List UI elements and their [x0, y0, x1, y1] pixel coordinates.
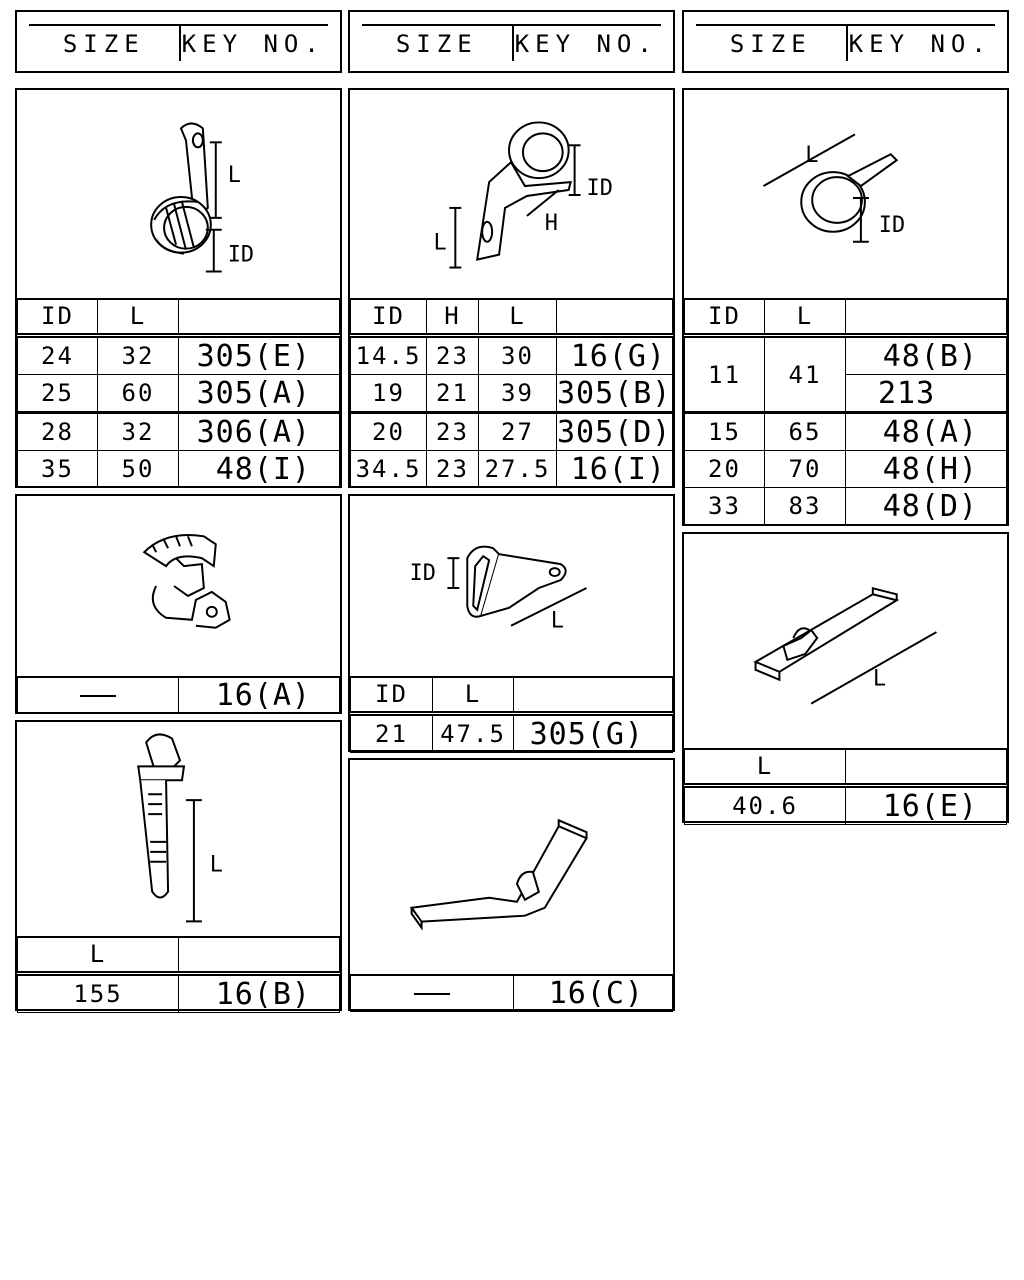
dim-label-id: ID	[227, 242, 255, 268]
table-cell: 32	[98, 413, 179, 451]
col-key	[514, 677, 673, 714]
col-l: L	[18, 937, 179, 974]
table-row	[685, 413, 1007, 451]
table-row	[18, 336, 340, 375]
header-key-label: KEY NO.	[514, 29, 658, 58]
table-cell: 16(B)	[179, 974, 340, 1013]
table-row	[685, 336, 1007, 375]
table-cell: 40.6	[685, 786, 846, 825]
tie-strap-table	[17, 936, 340, 1013]
col-l: L	[765, 299, 846, 336]
p-clamp-illustration	[17, 90, 340, 300]
table-cell: 305(E)	[179, 336, 340, 375]
table-row	[18, 677, 340, 714]
band-clamp-illustration	[684, 90, 1007, 300]
table-cell: 48(A)	[846, 413, 1007, 451]
header-box-2	[348, 10, 675, 73]
table-cell: 65	[765, 413, 846, 451]
header-key-label: KEY NO.	[848, 29, 992, 58]
col-l: L	[98, 299, 179, 336]
table-cell: 28	[18, 413, 98, 451]
header-size-label: SIZE	[696, 26, 848, 61]
table-row	[351, 714, 673, 753]
dim-label-id: ID	[409, 561, 436, 587]
table-cell: 305(B)	[557, 375, 672, 411]
col-l: L	[433, 677, 514, 714]
panel-tie-strap	[15, 720, 342, 1011]
dim-label-l: L	[433, 230, 447, 256]
table-cell: 11	[685, 336, 765, 413]
dim-label-l: L	[872, 666, 887, 692]
dim-label-l: L	[227, 163, 241, 189]
table-row	[351, 336, 673, 375]
table-cell: 21	[427, 375, 479, 413]
table-cell: 16(I)	[557, 451, 673, 488]
header-box-1	[15, 10, 342, 73]
double-clip-illustration	[350, 496, 673, 678]
table-cell: 21	[351, 714, 433, 753]
flat-strap-illustration	[684, 534, 1007, 750]
dim-label-l: L	[805, 143, 819, 169]
table-cell: 34.5	[351, 451, 427, 488]
table-row	[351, 451, 673, 488]
table-cell: 32	[98, 336, 179, 375]
panel-flat-strap	[682, 532, 1009, 823]
col-id: ID	[351, 299, 427, 336]
table-row	[685, 786, 1007, 825]
table-row	[351, 975, 673, 1012]
no-size-dash	[351, 975, 514, 1012]
clip-a-table	[17, 676, 340, 714]
panel-clip-a	[15, 494, 342, 714]
table-row	[351, 413, 673, 451]
table-cell: 39	[479, 375, 557, 413]
table-cell: 20	[685, 451, 765, 488]
table-row	[685, 488, 1007, 525]
table-cell: 16(A)	[179, 677, 340, 714]
table-cell: 16(G)	[557, 336, 673, 375]
table-cell: 48(H)	[846, 451, 1007, 488]
table-cell: 47.5	[433, 714, 514, 753]
table-cell: 35	[18, 451, 98, 488]
header-size-label: SIZE	[362, 26, 514, 61]
no-size-dash	[18, 677, 179, 714]
table-cell: 23	[427, 413, 479, 451]
offset-clamp-illustration	[350, 90, 673, 300]
col-key	[846, 749, 1007, 786]
table-cell: 19	[351, 375, 427, 413]
table-cell: 48(D)	[846, 488, 1007, 525]
dim-label-l: L	[550, 608, 564, 634]
panel-offset-clamp	[348, 88, 675, 488]
col-id: ID	[18, 299, 98, 336]
table-cell: 27	[479, 413, 557, 451]
table-cell: 305(G)	[514, 714, 673, 753]
table-cell: 60	[98, 375, 179, 413]
col-id: ID	[685, 299, 765, 336]
band-clamp-table	[684, 298, 1007, 525]
col-key	[179, 299, 340, 336]
table-cell: 33	[685, 488, 765, 525]
table-cell: 48(I)	[179, 451, 340, 488]
table-cell: 305(A)	[179, 375, 340, 413]
table-row	[18, 451, 340, 488]
table-cell: 20	[351, 413, 427, 451]
col-h: H	[427, 299, 479, 336]
table-row	[351, 375, 673, 413]
header-box-3	[682, 10, 1009, 73]
col-l: L	[685, 749, 846, 786]
flat-strap-table	[684, 748, 1007, 825]
table-cell: 155	[18, 974, 179, 1013]
table-row	[685, 451, 1007, 488]
col-key	[557, 299, 673, 336]
clip-a-illustration	[17, 496, 340, 678]
panel-double-clip	[348, 494, 675, 752]
table-cell: 14.5	[351, 336, 427, 375]
table-cell: 16(E)	[846, 786, 1007, 825]
tie-strap-illustration	[17, 722, 340, 938]
table-cell: 48(B)	[846, 336, 1007, 375]
double-clip-table	[350, 676, 673, 753]
table-row	[18, 974, 340, 1013]
col-l: L	[479, 299, 557, 336]
col-id: ID	[351, 677, 433, 714]
table-cell: 50	[98, 451, 179, 488]
table-row	[18, 375, 340, 413]
dim-label-id: ID	[586, 175, 613, 201]
table-cell: 30	[479, 336, 557, 375]
table-cell: 305(D)	[557, 414, 672, 450]
table-cell: 15	[685, 413, 765, 451]
table-cell: 83	[765, 488, 846, 525]
p-clamp-table	[17, 298, 340, 488]
offset-clamp-table	[350, 298, 673, 488]
panel-strap-clip	[348, 758, 675, 1011]
table-cell: 27.5	[479, 451, 557, 488]
table-cell: 41	[765, 336, 846, 413]
header-key-label: KEY NO.	[181, 29, 325, 58]
table-cell: 23	[427, 451, 479, 488]
panel-band-clamp	[682, 88, 1009, 526]
strap-clip-table	[350, 974, 673, 1012]
table-cell: 306(A)	[179, 413, 340, 451]
strap-clip-illustration	[350, 760, 673, 976]
dim-label-id: ID	[878, 212, 906, 238]
table-cell: 23	[427, 336, 479, 375]
table-cell: 213	[846, 375, 1007, 413]
dim-label-l: L	[209, 852, 223, 878]
panel-p-clamp	[15, 88, 342, 488]
table-cell: 24	[18, 336, 98, 375]
table-cell: 16(C)	[514, 975, 673, 1012]
col-key	[179, 937, 340, 974]
table-cell: 70	[765, 451, 846, 488]
col-key	[846, 299, 1007, 336]
table-row	[18, 413, 340, 451]
header-size-label: SIZE	[29, 26, 181, 61]
dim-label-h: H	[544, 210, 558, 236]
table-cell: 25	[18, 375, 98, 413]
